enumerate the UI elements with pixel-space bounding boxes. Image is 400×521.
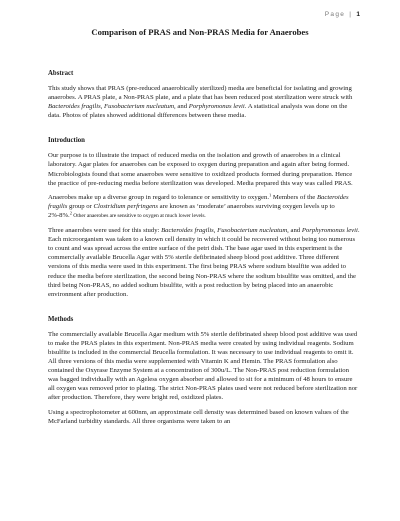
document-body [48,69,360,426]
introduction-heading: Introduction [48,137,85,145]
page-number: 1 [356,11,360,18]
abstract-heading: Abstract [48,70,74,77]
methods-paragraph-2: Using a spectrophotometer at 600nm, an approximate cell density was determined based on known values of the McFarland turbidity standards. All three organisms were taken to an [48,408,349,425]
methods-heading: Methods [48,315,74,323]
citation-1: 1 [269,192,272,198]
page-label: Page [324,11,346,18]
page-separator: | [349,11,353,18]
abstract-paragraph: This study shows that PRAS (pre-reduced anaerobically sterilized) media are beneficial for isolating and growing anaerobes. A PRAS plate, a Non-PRAS plate, and a plate that has been reduced post sterilization were struck with Bacteroides fragilis, Fusobacterium nucleatum, and Porphyromonas levii. A statistical analysis was done on the data. Photos of plates showed additional differences between these media. [48,85,353,120]
introduction-paragraph-3: Three anaerobes were used for this study: Bacteroides fragilis, Fusobacterium nucleatum, and Porphyromonas levii. Each microorganism was taken to a known cell density in which it could be recovered without being too numerous to count and was spread across the entire surface of the petri dish. The base agar used in this experiment is the commercially available Brucella Agar with 5% sterile defibrinated sheep blood post additive. Three different versions of this media were used in this experiment. The first being PRAS where sodium bisulfite was added to reduce the media before sterilization, the second being Non-PRAS where the sodium bisulfite was omitted, and the third being Non-PRAS, no added sodium bisulfite, with a post reduction by being placed into an anaerobic environment after production. [48,227,360,298]
methods-paragraph-1: The commercially available Brucella Agar medium with 5% sterile defibrinated sheep blood post additive was used to make the PRAS plates in this experiment. Non-PRAS media were created by using individual reagents. Sodium bisulfite is included in the commercial Brucella formulation. It was necessary to use individual reagents to omit it. All three versions of this media were supplemented with Vitamin K and Hemin. The PRAS formulation also contained the Oxyrase Enzyme System at a concentration of 300u/L. The Non-PRAS post reduction formulation was bagged individually with an Ageless oxygen absorber and allowed to sit for a minimum of 48 hours to ensure all oxygen was removed prior to plating. The strict Non-PRAS plates used were not reduced before sterilization nor after production. Therefore, they were bright red, oxidized plates. [48,330,358,402]
citation-2: 2 [69,210,72,216]
document-title: Comparison of PRAS and Non-PRAS Media for Anaerobes [91,27,309,37]
introduction-paragraph-2: Anaerobes make up a diverse group in regard to tolerance or sensitivity to oxygen.$^1$ Members of the Bacteroides fragilis group or Clostridium perfringens are known as ‘moderate’ anaerobes surviving oxygen levels up to 2%-8%.$^2$ Other anaerobes are sensitive to oxygen at much lower levels. [48,192,349,219]
introduction-paragraph-1: Our purpose is to illustrate the impact of reduced media on the isolation and growth of anaerobes in a clinical laboratory. Agar plates for anaerobes can be exposed to oxygen during preparation and again after being formed. Microbiologists found that some anaerobes were sensitive to oxidized products formed during preparation. Hence the practice of pre-reducing media before sterilization was developed. Media prepared this way was called PRAS. [48,152,353,187]
page-header [325,11,360,18]
